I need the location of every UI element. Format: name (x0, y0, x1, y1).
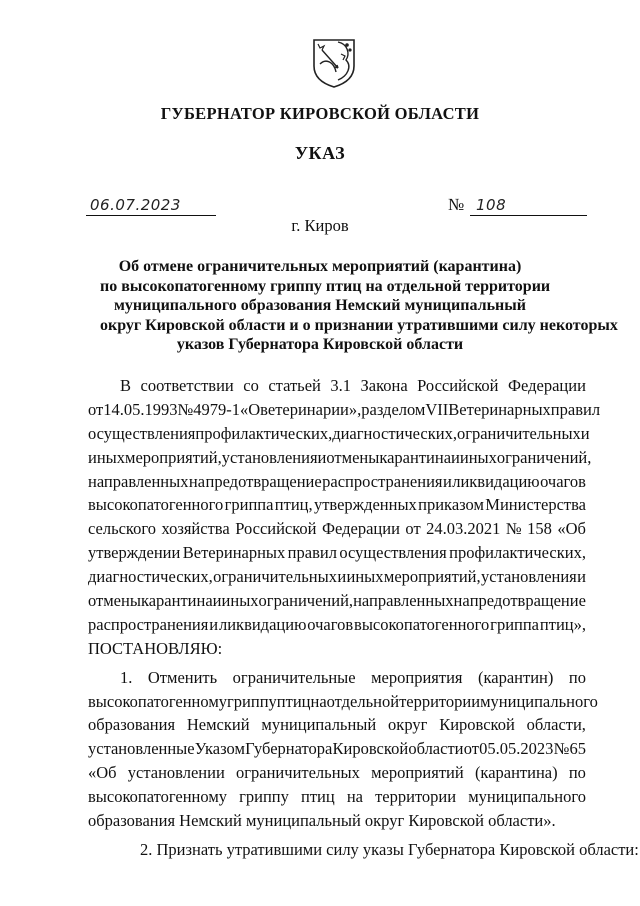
word: утверждении (88, 543, 181, 563)
word: территории (399, 691, 481, 711)
title-line: муниципального образования Немский муниципальный (114, 297, 526, 314)
title-line: округ Кировской области и о признании утратившими силу некоторых (100, 316, 618, 334)
word: статьей (268, 376, 321, 395)
word: Ветеринарных (182, 543, 286, 563)
word: 05.05.2023 (479, 739, 554, 759)
word: и (337, 567, 347, 587)
word: на (453, 591, 470, 611)
word: № (553, 739, 570, 759)
item-1-line: образования Немский муниципальный округ Кировской области». (88, 811, 556, 831)
word: Указом (194, 739, 245, 759)
document-type: УКАЗ (294, 143, 346, 163)
word: иных (88, 447, 125, 467)
word: «Об (88, 763, 117, 783)
word: ограничительных (213, 567, 337, 587)
decree-directive: ПОСТАНОВЛЯЮ: (88, 638, 223, 658)
word: муниципального (480, 691, 598, 711)
preamble-line (88, 565, 586, 589)
word: 65 (569, 739, 586, 759)
number-sign: № (448, 195, 465, 214)
word: отмены (88, 591, 141, 611)
word: 4979-1 (193, 399, 240, 419)
word: гриппу (227, 691, 277, 711)
word: направленных (88, 471, 189, 491)
word: ликвидацию (452, 471, 540, 491)
word: предотвращение (469, 591, 586, 611)
word: Кировской (332, 739, 409, 759)
word: карантина (379, 447, 452, 467)
item-1-line (88, 713, 586, 737)
title-line: Об отмене ограничительных мероприятий (карантина) (118, 258, 522, 275)
item-1-line (88, 737, 586, 761)
word: муниципальный (261, 715, 377, 735)
word: гриппу (239, 787, 289, 807)
item-2-line: 2. Признать утратившими силу указы Губернатора Кировской области: (140, 839, 639, 859)
word: на (346, 787, 363, 807)
word: птиц (276, 691, 311, 711)
word: отмены (326, 447, 380, 467)
preamble-line (88, 446, 592, 470)
word: образования (88, 715, 176, 735)
word: установления (481, 567, 577, 587)
word: профилактических, (449, 543, 586, 563)
word: и (212, 591, 222, 611)
word: ограничительных (236, 763, 360, 783)
title-line: указов Губернатора Кировской области (176, 336, 464, 353)
coat-of-arms-kirov-emblem (308, 36, 360, 88)
word: предотвращение (205, 471, 322, 491)
word: области (408, 739, 464, 759)
word: Российской (417, 376, 499, 395)
word: установлении (127, 763, 225, 783)
number-line (470, 196, 587, 216)
word: Немский (186, 715, 250, 735)
word: гриппа (224, 495, 274, 515)
word: (карантина) (474, 763, 558, 783)
word: на (188, 471, 206, 491)
word: Губернатора (245, 739, 333, 759)
word: мероприятий, (383, 567, 481, 587)
word: Ветеринарных (448, 399, 551, 419)
word: распространения (322, 471, 443, 491)
word: мероприятия (371, 667, 463, 687)
word: разделом (361, 399, 426, 419)
preamble-line (88, 398, 601, 422)
word: от (463, 739, 479, 759)
word: мероприятий (371, 763, 464, 783)
preamble-line (88, 470, 586, 494)
word: установленные (88, 739, 195, 759)
word: высокопатогенному (88, 691, 228, 711)
word: ветеринарии», (260, 399, 362, 419)
word: карантина (140, 591, 213, 611)
word: 1. (120, 667, 133, 687)
word: диагностических, (332, 423, 457, 443)
word: В (120, 376, 132, 395)
word: Федерации (322, 519, 400, 539)
word: Отменить (147, 667, 218, 687)
word: 3.1 (330, 376, 351, 395)
word: мероприятий, (125, 447, 222, 467)
word: правил (287, 543, 337, 563)
preamble-line (88, 493, 586, 517)
city-label: г. Киров (291, 216, 349, 235)
word: очагов (307, 614, 354, 634)
word: сельского (88, 519, 156, 539)
preamble-line (88, 374, 586, 398)
word: территории (375, 787, 457, 807)
word: «О (240, 399, 261, 419)
word: правил (550, 399, 601, 419)
word: от (88, 399, 104, 419)
word: диагностических, (88, 567, 213, 587)
handwritten-number: 108 (476, 196, 507, 214)
word: Российской (235, 519, 317, 539)
word: птиц», (539, 614, 586, 634)
word: № (505, 519, 522, 539)
word: по (568, 763, 586, 783)
word: и (580, 423, 590, 443)
word: Федерации (507, 376, 586, 395)
word: профилактических, (195, 423, 333, 443)
word: распространения (88, 614, 209, 634)
preamble-line (88, 517, 586, 541)
issuing-authority: ГУБЕРНАТОР КИРОВСКОЙ ОБЛАСТИ (160, 104, 480, 123)
word: VII (425, 399, 449, 419)
word: установления (221, 447, 318, 467)
word: ограничений, (496, 447, 592, 467)
word: приказом (418, 495, 484, 515)
word: округ (388, 715, 428, 735)
item-1-line (88, 785, 586, 809)
word: 14.05.1993 (103, 399, 178, 419)
word: иных (221, 591, 259, 611)
word: высокопатогенному (88, 787, 228, 807)
word: и (451, 447, 460, 467)
word: 158 (527, 519, 552, 539)
word: и (577, 567, 586, 587)
word: от (405, 519, 421, 539)
preamble-line (88, 422, 590, 446)
word: 24.03.2021 (426, 519, 501, 539)
word: на (310, 691, 327, 711)
title-line: по высокопатогенному гриппу птиц на отдельной территории (100, 277, 551, 295)
word: осуществления (88, 423, 196, 443)
word: гриппа (490, 614, 540, 634)
preamble-line (88, 613, 586, 637)
word: со (243, 376, 259, 395)
word: и (317, 447, 327, 467)
word: Министерства (485, 495, 586, 515)
word: утвержденных (313, 495, 417, 515)
preamble-line (88, 541, 586, 565)
word: птиц, (274, 495, 313, 515)
handwritten-date: 06.07.2023 (90, 196, 181, 214)
word: и (209, 614, 219, 634)
decree-body (88, 374, 639, 862)
word: «Об (557, 519, 586, 539)
word: осуществления (339, 543, 447, 563)
word: и (442, 471, 452, 491)
word: ограничительные (232, 667, 356, 687)
word: Кировской (439, 715, 515, 735)
word: направленных (353, 591, 454, 611)
item-1-line (88, 761, 586, 785)
word: муниципального (468, 787, 586, 807)
word: ограничительных (456, 423, 581, 443)
word: очагов (540, 471, 586, 491)
word: хозяйства (161, 519, 230, 539)
word: высокопатогенного (88, 495, 224, 515)
word: высокопатогенного (354, 614, 490, 634)
word: отдельной (326, 691, 400, 711)
word: ликвидацию (218, 614, 307, 634)
date-line (86, 196, 216, 216)
word: области, (526, 715, 586, 735)
preamble-line (88, 589, 586, 613)
word: ограничений, (258, 591, 354, 611)
word: иных (459, 447, 497, 467)
word: (карантин) (478, 667, 554, 687)
item-1-line (88, 666, 586, 690)
word: по (568, 667, 586, 687)
word: соответствии (140, 376, 234, 395)
word: № (177, 399, 194, 419)
word: Закона (360, 376, 408, 395)
item-1-line (88, 690, 598, 714)
decree-title (100, 257, 618, 355)
word: иных (346, 567, 384, 587)
word: птиц (301, 787, 335, 807)
